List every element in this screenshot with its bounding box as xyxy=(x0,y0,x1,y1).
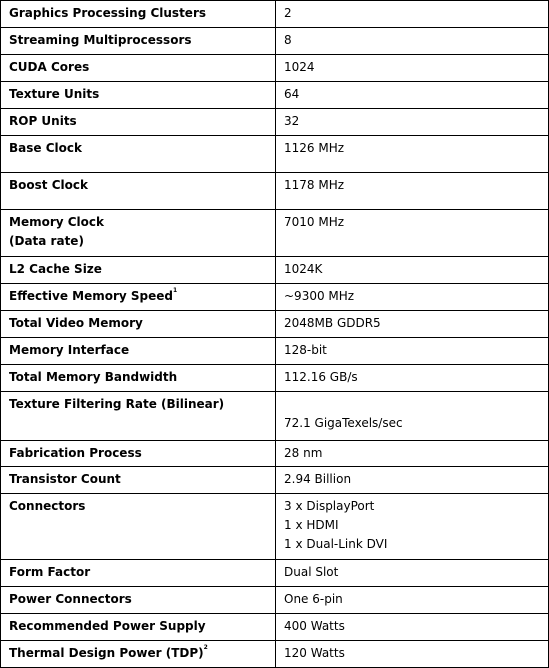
spec-key-label: Fabrication Process xyxy=(9,446,142,460)
table-row xyxy=(1,365,549,392)
spec-value xyxy=(276,311,549,338)
spec-key xyxy=(1,136,276,173)
spec-key xyxy=(1,365,276,392)
spec-key-label: Thermal Design Power (TDP) xyxy=(9,646,204,660)
spec-key-label: ROP Units xyxy=(9,114,77,128)
spec-value-text: 8 xyxy=(284,33,292,47)
spec-value xyxy=(276,641,549,668)
spec-value-text: 1024 xyxy=(284,60,315,74)
spec-key xyxy=(1,311,276,338)
table-row xyxy=(1,1,549,28)
spec-value-text: 1178 MHz xyxy=(284,178,345,192)
spec-key-label-line2: (Data rate) xyxy=(9,234,84,248)
spec-value xyxy=(276,467,549,494)
spec-key xyxy=(1,392,276,441)
table-row xyxy=(1,284,549,311)
table-row xyxy=(1,28,549,55)
spec-key-label: Effective Memory Speed xyxy=(9,289,174,303)
spec-key-label: Boost Clock xyxy=(9,178,88,192)
spec-value-text: 120 Watts xyxy=(284,646,345,660)
spec-key-label: Base Clock xyxy=(9,141,82,155)
spec-key-label: Form Factor xyxy=(9,565,91,579)
table-row xyxy=(1,587,549,614)
spec-value-text: 2 xyxy=(284,6,292,20)
spec-value xyxy=(276,560,549,587)
spec-key-label: Transistor Count xyxy=(9,472,121,486)
spec-key xyxy=(1,284,276,311)
spec-value xyxy=(276,392,549,441)
spec-value-text: 1 x Dual-Link DVI xyxy=(284,537,388,551)
spec-key xyxy=(1,587,276,614)
spec-key xyxy=(1,82,276,109)
spec-value xyxy=(276,173,549,210)
spec-value-text: 1 x HDMI xyxy=(284,518,339,532)
spec-key xyxy=(1,210,276,257)
spec-key xyxy=(1,1,276,28)
spec-value xyxy=(276,210,549,257)
table-row xyxy=(1,494,549,560)
spec-value-text: One 6-pin xyxy=(284,592,343,606)
spec-key xyxy=(1,55,276,82)
table-row xyxy=(1,338,549,365)
table-row xyxy=(1,392,549,441)
spec-value-text: ~9300 MHz xyxy=(284,289,355,303)
table-row xyxy=(1,614,549,641)
spec-key-label: Power Connectors xyxy=(9,592,132,606)
spec-value xyxy=(276,494,549,560)
table-row xyxy=(1,210,549,257)
spec-value xyxy=(276,587,549,614)
spec-key xyxy=(1,173,276,210)
spec-value xyxy=(276,136,549,173)
table-row xyxy=(1,136,549,173)
table-row xyxy=(1,173,549,210)
spec-key-label: Total Memory Bandwidth xyxy=(9,370,178,384)
spec-value-text: 72.1 GigaTexels/sec xyxy=(284,416,403,430)
table-row xyxy=(1,311,549,338)
spec-key xyxy=(1,28,276,55)
footnote-marker: 2 xyxy=(203,644,208,651)
spec-key-label: Recommended Power Supply xyxy=(9,619,206,633)
spec-key xyxy=(1,467,276,494)
spec-value-text: 112.16 GB/s xyxy=(284,370,358,384)
spec-key-label: Connectors xyxy=(9,499,86,513)
spec-value-text: 2048MB GDDR5 xyxy=(284,316,381,330)
table-row xyxy=(1,560,549,587)
spec-value xyxy=(276,257,549,284)
spec-value xyxy=(276,338,549,365)
spec-key xyxy=(1,257,276,284)
table-row xyxy=(1,257,549,284)
table-row xyxy=(1,55,549,82)
table-row xyxy=(1,467,549,494)
spec-value-text: 1024K xyxy=(284,262,323,276)
spec-key xyxy=(1,614,276,641)
table-row xyxy=(1,641,549,668)
spec-key-label: L2 Cache Size xyxy=(9,262,102,276)
spec-value-text: 2.94 Billion xyxy=(284,472,352,486)
spec-key-label: Texture Filtering Rate (Bilinear) xyxy=(9,397,225,411)
footnote-marker: 1 xyxy=(173,287,178,294)
spec-value-text: 400 Watts xyxy=(284,619,345,633)
spec-key-label: Memory Interface xyxy=(9,343,130,357)
table-row xyxy=(1,82,549,109)
spec-key-label: Total Video Memory xyxy=(9,316,143,330)
spec-key xyxy=(1,494,276,560)
spec-value xyxy=(276,82,549,109)
spec-key xyxy=(1,441,276,467)
spec-value xyxy=(276,55,549,82)
spec-value-text: 1126 MHz xyxy=(284,141,345,155)
table-row xyxy=(1,441,549,467)
spec-value-text: Dual Slot xyxy=(284,565,339,579)
spec-value xyxy=(276,1,549,28)
spec-value xyxy=(276,284,549,311)
spec-key xyxy=(1,641,276,668)
spec-value-text: 64 xyxy=(284,87,300,101)
spec-key-label: Memory Clock xyxy=(9,215,105,229)
spec-value-text: 32 xyxy=(284,114,300,128)
spec-value xyxy=(276,28,549,55)
spec-value xyxy=(276,441,549,467)
spec-key xyxy=(1,560,276,587)
spec-value xyxy=(276,109,549,136)
spec-key-label: Texture Units xyxy=(9,87,100,101)
spec-value-text: 128-bit xyxy=(284,343,327,357)
spec-key-label: CUDA Cores xyxy=(9,60,90,74)
spec-value-text: 7010 MHz xyxy=(284,215,345,229)
spec-key-label: Graphics Processing Clusters xyxy=(9,6,207,20)
spec-key xyxy=(1,338,276,365)
spec-value-text: 28 nm xyxy=(284,446,323,460)
spec-value xyxy=(276,614,549,641)
table-row xyxy=(1,109,549,136)
spec-value-text: 3 x DisplayPort xyxy=(284,499,375,513)
spec-value xyxy=(276,365,549,392)
spec-key xyxy=(1,109,276,136)
spec-key-label: Streaming Multiprocessors xyxy=(9,33,192,47)
